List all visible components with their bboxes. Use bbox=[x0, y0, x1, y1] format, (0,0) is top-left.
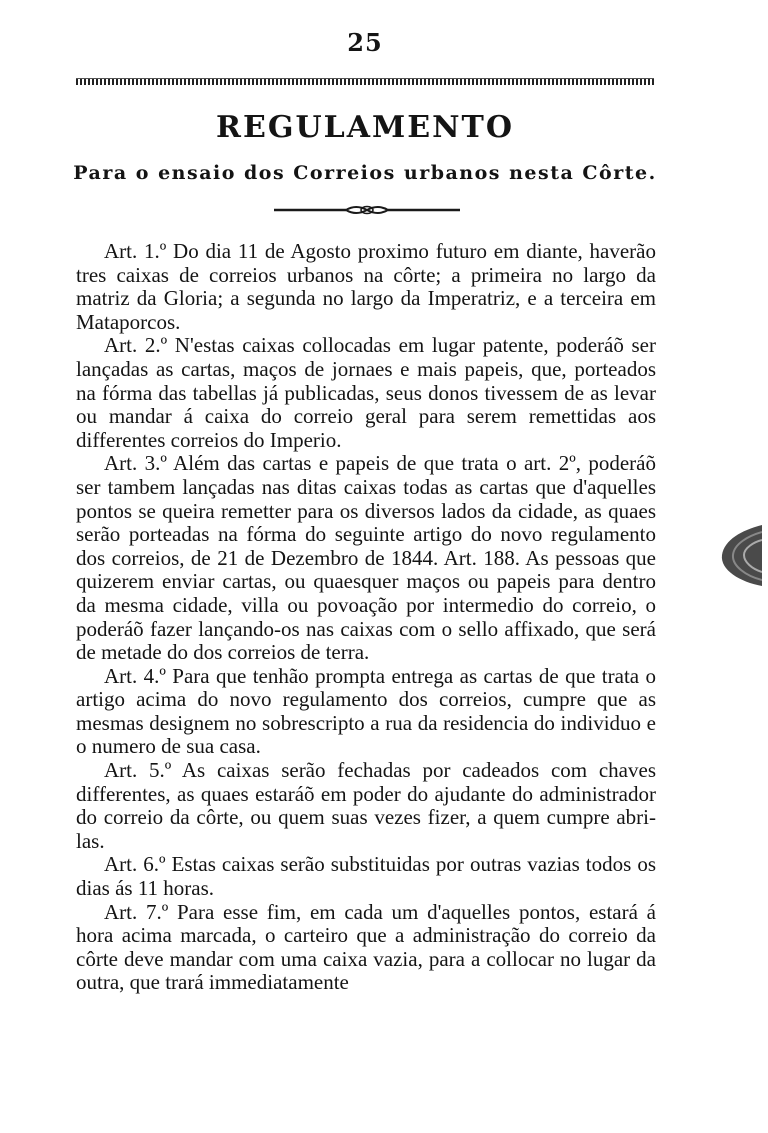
article-4: Art. 4.º Para que tenhão prompta entrega as cartas de que trata o artigo acima do novo regulamento dos correios, cumpre que as mesmas designem no sobrescripto a rua da residencia do individuo e o numero de sua casa. bbox=[76, 663, 656, 759]
article-1: Art. 1.º Do dia 11 de Agosto proximo futuro em diante, haverão tres caixas de correios urbanos na côrte; a primeira no largo da matriz da Gloria; a segunda no largo da Imperatriz, e a terceira em Mataporcos. bbox=[76, 239, 656, 334]
article-3: Art. 3.º Além das cartas e papeis de que trata o art. 2º, poderáõ ser tambem lançadas nas ditas caixas todas as cartas que d'aquelles pontos se queira remetter para os diversos lados da cidade, as quaes serão porteadas na fórma do seguinte artigo do novo regulamento dos correios, de 21 de Dezembro de 1844. Art. 188. As pessoas que quizerem enviar cartas, ou quaesquer maços ou papeis para dentro da mesma cidade, villa ou povoação por intermedio do correio, o poderáõ fazer lançando-os nas caixas com o sello affixado, que será de metade do dos correios de terra. bbox=[76, 451, 656, 665]
document-subtitle: Para o ensaio dos Correios urbanos nesta Côrte. bbox=[73, 162, 657, 184]
ornament-divider bbox=[274, 203, 460, 217]
header-rule bbox=[76, 78, 654, 85]
article-2: Art. 2.º N'estas caixas collocadas em lugar patente, poderáõ ser lançadas as cartas, maços de jornaes e mais papeis, que, porteados na fórma das tabellas já publicadas, seus donos tivessem de as levar ou mandar á caixa do correio geral para serem remettidas aos differentes correios do Imperio. bbox=[76, 333, 656, 452]
page-number: 25 bbox=[347, 28, 383, 57]
binding-edge-mark bbox=[702, 520, 762, 590]
article-5: Art. 5.º As caixas serão fechadas por cadeados com chaves differentes, as quaes estaráõ em poder do ajudante do administrador do correio da côrte, ou quem suas vezes fizer, a quem cumpre abri-las. bbox=[76, 758, 656, 853]
regulation-body bbox=[76, 240, 656, 995]
document-title: REGULAMENTO bbox=[216, 110, 514, 145]
article-7: Art. 7.º Para esse fim, em cada um d'aquelles pontos, estará á hora acima marcada, o carteiro que a administração do correio da côrte deve mandar com uma caixa vazia, para a collocar no lugar da outra, que trará immediatamente bbox=[76, 899, 656, 995]
article-6: Art. 6.º Estas caixas serão substituidas por outras vazias todos os dias ás 11 horas. bbox=[76, 852, 656, 901]
